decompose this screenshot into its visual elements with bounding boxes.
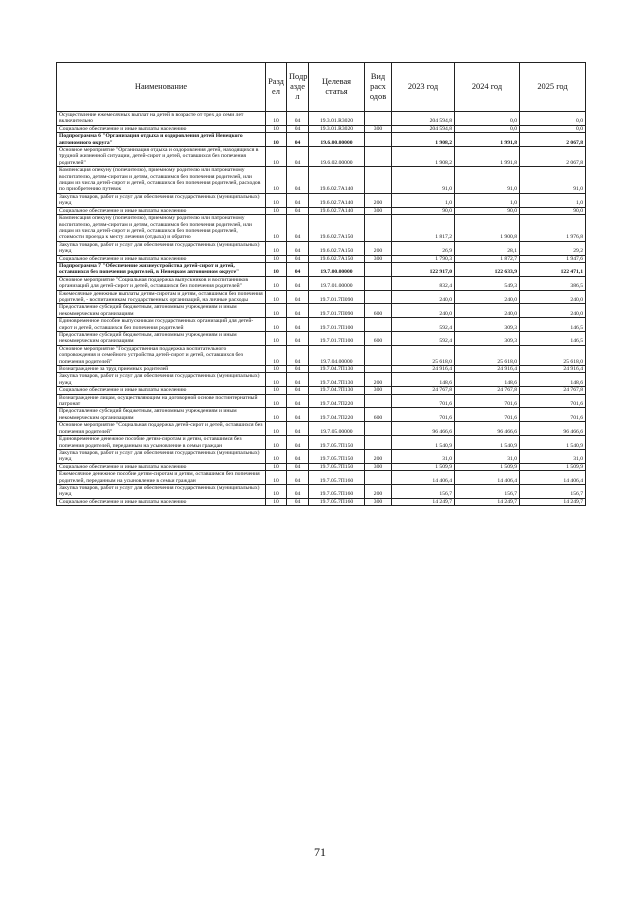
cell-vid: 300: [365, 498, 392, 505]
cell-2025: 1 976,8: [520, 215, 586, 242]
cell-2025: 29,2: [520, 241, 586, 255]
cell-statya: 19.6.02.7А140: [309, 207, 365, 214]
cell-2024: 90,0: [455, 207, 520, 214]
cell-2024: 1 872,7: [455, 255, 520, 262]
cell-2023: 14 406,4: [392, 471, 455, 485]
table-row: [57, 290, 586, 304]
cell-2024: 25 618,0: [455, 345, 520, 365]
cell-statya: 19.7.04.7П220: [309, 394, 365, 408]
table-row: [57, 345, 586, 365]
cell-razdel: 10: [266, 318, 287, 332]
cell-statya: 19.6.02.7А150: [309, 241, 365, 255]
cell-2025: 2 067,8: [520, 147, 586, 167]
cell-razdel: 10: [266, 394, 287, 408]
cell-podrazdel: 04: [287, 449, 309, 463]
cell-2023: 1,0: [392, 193, 455, 207]
page-number: 71: [314, 845, 326, 859]
cell-razdel: 10: [266, 112, 287, 126]
cell-name: Вознаграждение лицам, осуществляющим на договорной основе постинтернатный патронат: [57, 394, 266, 408]
cell-2023: 701,6: [392, 394, 455, 408]
cell-podrazdel: 04: [287, 215, 309, 242]
cell-2025: 146,5: [520, 318, 586, 332]
cell-2025: 1,0: [520, 193, 586, 207]
cell-2023: 31,0: [392, 449, 455, 463]
header-podrazdel: Подр азде л: [287, 63, 309, 112]
cell-2024: 1 991,8: [455, 147, 520, 167]
cell-2025: 31,0: [520, 449, 586, 463]
cell-vid: 200: [365, 373, 392, 387]
cell-2023: 122 917,0: [392, 262, 455, 276]
cell-razdel: 10: [266, 484, 287, 498]
cell-statya: 19.7.05.7П150: [309, 449, 365, 463]
cell-2023: 25 618,0: [392, 345, 455, 365]
table-row: [57, 207, 586, 214]
cell-razdel: 10: [266, 408, 287, 422]
cell-podrazdel: 04: [287, 408, 309, 422]
table-row: [57, 133, 586, 147]
cell-2025: 156,7: [520, 484, 586, 498]
cell-2024: 96 466,6: [455, 422, 520, 436]
cell-razdel: 10: [266, 436, 287, 450]
cell-podrazdel: 04: [287, 241, 309, 255]
header-razdel: Разд ел: [266, 63, 287, 112]
cell-vid: 200: [365, 484, 392, 498]
cell-2025: 1 947,6: [520, 255, 586, 262]
table-row: [57, 498, 586, 505]
cell-vid: 600: [365, 304, 392, 318]
cell-podrazdel: 04: [287, 147, 309, 167]
cell-2024: 122 633,9: [455, 262, 520, 276]
table-row: [57, 215, 586, 242]
cell-podrazdel: 04: [287, 436, 309, 450]
cell-vid: [365, 471, 392, 485]
cell-statya: 19.6.02.7А150: [309, 255, 365, 262]
cell-vid: [365, 318, 392, 332]
cell-statya: 19.7.05.7П150: [309, 463, 365, 470]
table-row: [57, 484, 586, 498]
cell-2024: 701,6: [455, 394, 520, 408]
cell-2025: 386,5: [520, 276, 586, 290]
cell-vid: [365, 262, 392, 276]
header-vid: Вид расх одов: [365, 63, 392, 112]
cell-2023: 832,4: [392, 276, 455, 290]
cell-2025: 90,0: [520, 207, 586, 214]
cell-vid: [365, 436, 392, 450]
cell-statya: 19.7.04.00000: [309, 345, 365, 365]
cell-podrazdel: 04: [287, 290, 309, 304]
cell-2024: 91,0: [455, 167, 520, 194]
cell-2024: 309,3: [455, 332, 520, 346]
cell-vid: [365, 133, 392, 147]
cell-statya: 19.6.02.7А140: [309, 193, 365, 207]
cell-razdel: 10: [266, 262, 287, 276]
table-row: [57, 241, 586, 255]
cell-name: Социальное обеспечение и иные выплаты населению: [57, 255, 266, 262]
cell-razdel: 10: [266, 366, 287, 373]
cell-2025: 91,0: [520, 167, 586, 194]
cell-2025: 25 618,0: [520, 345, 586, 365]
table-row: [57, 255, 586, 262]
cell-vid: 200: [365, 449, 392, 463]
table-row: [57, 408, 586, 422]
table-row: [57, 193, 586, 207]
cell-vid: 300: [365, 207, 392, 214]
table-row: [57, 304, 586, 318]
cell-name: Закупка товаров, работ и услуг для обеспечения государственных (муниципальных) нужд: [57, 241, 266, 255]
cell-podrazdel: 04: [287, 387, 309, 394]
table-row: [57, 422, 586, 436]
cell-2024: 701,6: [455, 408, 520, 422]
table-row: [57, 463, 586, 470]
cell-2023: 701,6: [392, 408, 455, 422]
cell-2024: 0,0: [455, 125, 520, 132]
cell-2025: 148,6: [520, 373, 586, 387]
cell-2023: 1 908,2: [392, 133, 455, 147]
cell-name: Закупка товаров, работ и услуг для обеспечения государственных (муниципальных) нужд: [57, 449, 266, 463]
cell-name: Подпрограмма 7 "Обеспечение жизнеустройства детей-сирот и детей, оставшихся без попечения родителей, в Ненецком автономном округе": [57, 262, 266, 276]
cell-vid: [365, 366, 392, 373]
cell-2024: 1 991,8: [455, 133, 520, 147]
cell-2025: 240,0: [520, 290, 586, 304]
table-row: [57, 147, 586, 167]
cell-2024: 549,3: [455, 276, 520, 290]
header-2023: 2023 год: [392, 63, 455, 112]
cell-2025: 0,0: [520, 112, 586, 126]
cell-2025: 14 406,4: [520, 471, 586, 485]
cell-vid: [365, 345, 392, 365]
cell-2023: 1 817,2: [392, 215, 455, 242]
cell-name: Единовременное пособие выпускникам государственных организаций для детей-сирот и детей, оставшихся без попечения родителей: [57, 318, 266, 332]
cell-2023: 1 540,9: [392, 436, 455, 450]
cell-2023: 26,9: [392, 241, 455, 255]
cell-statya: 19.3.01.R3020: [309, 112, 365, 126]
table-row: [57, 373, 586, 387]
cell-name: Закупка товаров, работ и услуг для обеспечения государственных (муниципальных) нужд: [57, 484, 266, 498]
cell-statya: 19.6.02.7А140: [309, 167, 365, 194]
cell-vid: 300: [365, 125, 392, 132]
cell-name: Ежемесячное денежное пособие детям-сиротам и детям, оставшимся без попечения родителей, переданным на усыновление в семьи граждан: [57, 471, 266, 485]
cell-2025: 24 767,8: [520, 387, 586, 394]
cell-vid: [365, 422, 392, 436]
cell-2024: 240,0: [455, 304, 520, 318]
cell-name: Осуществление ежемесячных выплат на детей в возрасте от трех до семи лет включительно: [57, 112, 266, 126]
cell-name: Закупка товаров, работ и услуг для обеспечения государственных (муниципальных) нужд: [57, 373, 266, 387]
cell-razdel: 10: [266, 449, 287, 463]
cell-2025: 1 509,9: [520, 463, 586, 470]
cell-podrazdel: 04: [287, 133, 309, 147]
cell-name: Вознаграждение за труд приемных родителей: [57, 366, 266, 373]
table-row: [57, 167, 586, 194]
table-row: [57, 262, 586, 276]
cell-name: Социальное обеспечение и иные выплаты населению: [57, 498, 266, 505]
cell-name: Подпрограмма 6 "Организация отдыха и оздоровления детей Ненецкого автономного округа": [57, 133, 266, 147]
cell-2024: 1 540,9: [455, 436, 520, 450]
table-row: [57, 112, 586, 126]
cell-vid: [365, 215, 392, 242]
cell-2024: 28,1: [455, 241, 520, 255]
cell-podrazdel: 04: [287, 484, 309, 498]
cell-2023: 90,0: [392, 207, 455, 214]
cell-2023: 240,0: [392, 304, 455, 318]
cell-2023: 24 767,8: [392, 387, 455, 394]
table-row: [57, 318, 586, 332]
cell-vid: 200: [365, 241, 392, 255]
cell-vid: 600: [365, 332, 392, 346]
cell-razdel: 10: [266, 304, 287, 318]
cell-podrazdel: 04: [287, 304, 309, 318]
cell-vid: 300: [365, 387, 392, 394]
cell-2023: 592,4: [392, 332, 455, 346]
cell-2024: 156,7: [455, 484, 520, 498]
table-row: [57, 276, 586, 290]
cell-podrazdel: 04: [287, 193, 309, 207]
budget-table: [56, 62, 586, 506]
cell-razdel: 10: [266, 276, 287, 290]
cell-statya: 19.7.04.7П130: [309, 366, 365, 373]
cell-vid: [365, 290, 392, 304]
cell-2024: 148,6: [455, 373, 520, 387]
cell-statya: 19.7.04.7П130: [309, 387, 365, 394]
cell-name: Закупка товаров, работ и услуг для обеспечения государственных (муниципальных) нужд: [57, 193, 266, 207]
cell-podrazdel: 04: [287, 125, 309, 132]
cell-2023: 14 249,7: [392, 498, 455, 505]
cell-podrazdel: 04: [287, 112, 309, 126]
cell-name: Социальное обеспечение и иные выплаты населению: [57, 125, 266, 132]
cell-name: Компенсация опекуну (попечителю), приемному родителю или патронатному воспитателю, детям-сиротам и детям, оставшимся без попечения родителей, или лицам из числа детей-сирот и детей, оставшихся без попечения родителей, стоимости проезда к месту лечения (отдыха) и обратно: [57, 215, 266, 242]
cell-2024: 240,0: [455, 290, 520, 304]
cell-razdel: 10: [266, 290, 287, 304]
cell-razdel: 10: [266, 332, 287, 346]
cell-statya: 19.7.05.7П160: [309, 471, 365, 485]
cell-statya: 19.7.04.7П220: [309, 408, 365, 422]
cell-statya: 19.7.01.7П090: [309, 290, 365, 304]
cell-statya: 19.3.01.R3020: [309, 125, 365, 132]
cell-2025: 96 466,6: [520, 422, 586, 436]
budget-table-container: [56, 62, 585, 506]
cell-2025: 14 249,7: [520, 498, 586, 505]
cell-statya: 19.7.01.7П090: [309, 304, 365, 318]
cell-podrazdel: 04: [287, 332, 309, 346]
cell-name: Социальное обеспечение и иные выплаты населению: [57, 463, 266, 470]
cell-vid: 600: [365, 408, 392, 422]
cell-2023: 204 594,8: [392, 125, 455, 132]
cell-vid: [365, 394, 392, 408]
cell-2024: 31,0: [455, 449, 520, 463]
table-header-row: [57, 63, 586, 112]
cell-vid: 300: [365, 463, 392, 470]
cell-podrazdel: 04: [287, 167, 309, 194]
cell-podrazdel: 04: [287, 207, 309, 214]
cell-statya: 19.7.05.7П150: [309, 436, 365, 450]
cell-2023: 156,7: [392, 484, 455, 498]
cell-2025: 701,6: [520, 394, 586, 408]
cell-statya: 19.6.02.7А150: [309, 215, 365, 242]
cell-vid: [365, 112, 392, 126]
cell-podrazdel: 04: [287, 366, 309, 373]
cell-statya: 19.7.01.7П100: [309, 332, 365, 346]
cell-name: Предоставление субсидий бюджетным, автономным учреждениям и иным некоммерческим организациям: [57, 408, 266, 422]
cell-2025: 240,0: [520, 304, 586, 318]
cell-razdel: 10: [266, 422, 287, 436]
table-row: [57, 366, 586, 373]
cell-2023: 1 790,3: [392, 255, 455, 262]
cell-2023: 204 594,8: [392, 112, 455, 126]
cell-2023: 1 509,9: [392, 463, 455, 470]
cell-razdel: 10: [266, 193, 287, 207]
cell-2025: 701,6: [520, 408, 586, 422]
cell-statya: 19.6.02.00000: [309, 147, 365, 167]
cell-razdel: 10: [266, 167, 287, 194]
cell-2023: 592,4: [392, 318, 455, 332]
cell-name: Социальное обеспечение и иные выплаты населению: [57, 387, 266, 394]
cell-2023: 240,0: [392, 290, 455, 304]
cell-razdel: 10: [266, 215, 287, 242]
cell-2024: 309,3: [455, 318, 520, 332]
cell-podrazdel: 04: [287, 318, 309, 332]
cell-podrazdel: 04: [287, 262, 309, 276]
cell-2024: 0,0: [455, 112, 520, 126]
cell-2024: 24 916,4: [455, 366, 520, 373]
table-row: [57, 449, 586, 463]
cell-name: Единовременное денежное пособие детям-сиротам и детям, оставшимся без попечения родителей, переданным на усыновление в семьи граждан: [57, 436, 266, 450]
cell-2025: 24 916,4: [520, 366, 586, 373]
header-2024: 2024 год: [455, 63, 520, 112]
cell-name: Ежемесячные денежные выплаты детям-сиротам и детям, оставшимся без попечения родителей, - воспитанникам государственных организаций, на личные расходы: [57, 290, 266, 304]
table-body: [57, 112, 586, 506]
cell-2025: 1 540,9: [520, 436, 586, 450]
cell-podrazdel: 04: [287, 498, 309, 505]
header-statya: Целевая статья: [309, 63, 365, 112]
cell-name: Основное мероприятие "Государственная поддержка воспитательного сопровождения и семейного устройства детей-сирот и детей, оставшихся без попечения родителей": [57, 345, 266, 365]
cell-statya: 19.7.05.7П160: [309, 498, 365, 505]
cell-2023: 24 916,4: [392, 366, 455, 373]
table-row: [57, 387, 586, 394]
cell-statya: 19.7.05.00000: [309, 422, 365, 436]
cell-razdel: 10: [266, 241, 287, 255]
cell-2025: 0,0: [520, 125, 586, 132]
cell-razdel: 10: [266, 463, 287, 470]
header-name: Наименование: [57, 63, 266, 112]
cell-2024: 14 249,7: [455, 498, 520, 505]
cell-2023: 1 908,2: [392, 147, 455, 167]
cell-razdel: 10: [266, 387, 287, 394]
cell-2025: 2 067,8: [520, 133, 586, 147]
cell-statya: 19.6.00.00000: [309, 133, 365, 147]
cell-name: Основное мероприятие "Социальная поддержка детей-сирот и детей, оставшихся без попечения родителей": [57, 422, 266, 436]
cell-statya: 19.7.01.7П100: [309, 318, 365, 332]
cell-razdel: 10: [266, 471, 287, 485]
cell-2025: 146,5: [520, 332, 586, 346]
cell-razdel: 10: [266, 147, 287, 167]
cell-podrazdel: 04: [287, 345, 309, 365]
cell-razdel: 10: [266, 207, 287, 214]
cell-name: Основное мероприятие "Социальная поддержка выпускников и воспитанников организаций для детей-сирот и детей, оставшихся без попечения родителей": [57, 276, 266, 290]
cell-name: Компенсация опекуну (попечителю), приемному родителю или патронатному воспитателю, детям-сиротам и детям, оставшимся без попечения родителей, или лицам из числа детей-сирот и детей, оставшихся без попечения родителей, расходов по приобретению путевок: [57, 167, 266, 194]
cell-2023: 96 466,6: [392, 422, 455, 436]
cell-name: Основное мероприятие "Организация отдыха и оздоровления детей, находящихся в трудной жизненной ситуации, детей-сирот и детей, оставшихся без попечения родителей": [57, 147, 266, 167]
cell-vid: [365, 167, 392, 194]
cell-statya: 19.7.04.7П130: [309, 373, 365, 387]
cell-podrazdel: 04: [287, 471, 309, 485]
cell-2024: 14 406,4: [455, 471, 520, 485]
cell-name: Предоставление субсидий бюджетным, автономным учреждениям и иным некоммерческим организациям: [57, 332, 266, 346]
cell-podrazdel: 04: [287, 373, 309, 387]
cell-razdel: 10: [266, 255, 287, 262]
cell-2024: 1 900,8: [455, 215, 520, 242]
cell-vid: 200: [365, 193, 392, 207]
cell-podrazdel: 04: [287, 255, 309, 262]
cell-2023: 148,6: [392, 373, 455, 387]
table-row: [57, 471, 586, 485]
table-row: [57, 125, 586, 132]
cell-2025: 122 471,1: [520, 262, 586, 276]
cell-name: Предоставление субсидий бюджетным, автономным учреждениям и иным некоммерческим организациям: [57, 304, 266, 318]
cell-2024: 24 767,8: [455, 387, 520, 394]
cell-razdel: 10: [266, 498, 287, 505]
cell-statya: 19.7.00.00000: [309, 262, 365, 276]
cell-vid: [365, 276, 392, 290]
table-row: [57, 436, 586, 450]
cell-vid: [365, 147, 392, 167]
table-row: [57, 332, 586, 346]
header-2025: 2025 год: [520, 63, 586, 112]
cell-vid: 300: [365, 255, 392, 262]
cell-2024: 1,0: [455, 193, 520, 207]
cell-statya: 19.7.05.7П160: [309, 484, 365, 498]
cell-podrazdel: 04: [287, 276, 309, 290]
cell-podrazdel: 04: [287, 394, 309, 408]
cell-statya: 19.7.01.00000: [309, 276, 365, 290]
cell-razdel: 10: [266, 133, 287, 147]
table-row: [57, 394, 586, 408]
cell-razdel: 10: [266, 125, 287, 132]
cell-razdel: 10: [266, 373, 287, 387]
cell-2024: 1 509,9: [455, 463, 520, 470]
cell-podrazdel: 04: [287, 463, 309, 470]
cell-name: Социальное обеспечение и иные выплаты населению: [57, 207, 266, 214]
cell-razdel: 10: [266, 345, 287, 365]
cell-2023: 91,0: [392, 167, 455, 194]
cell-podrazdel: 04: [287, 422, 309, 436]
